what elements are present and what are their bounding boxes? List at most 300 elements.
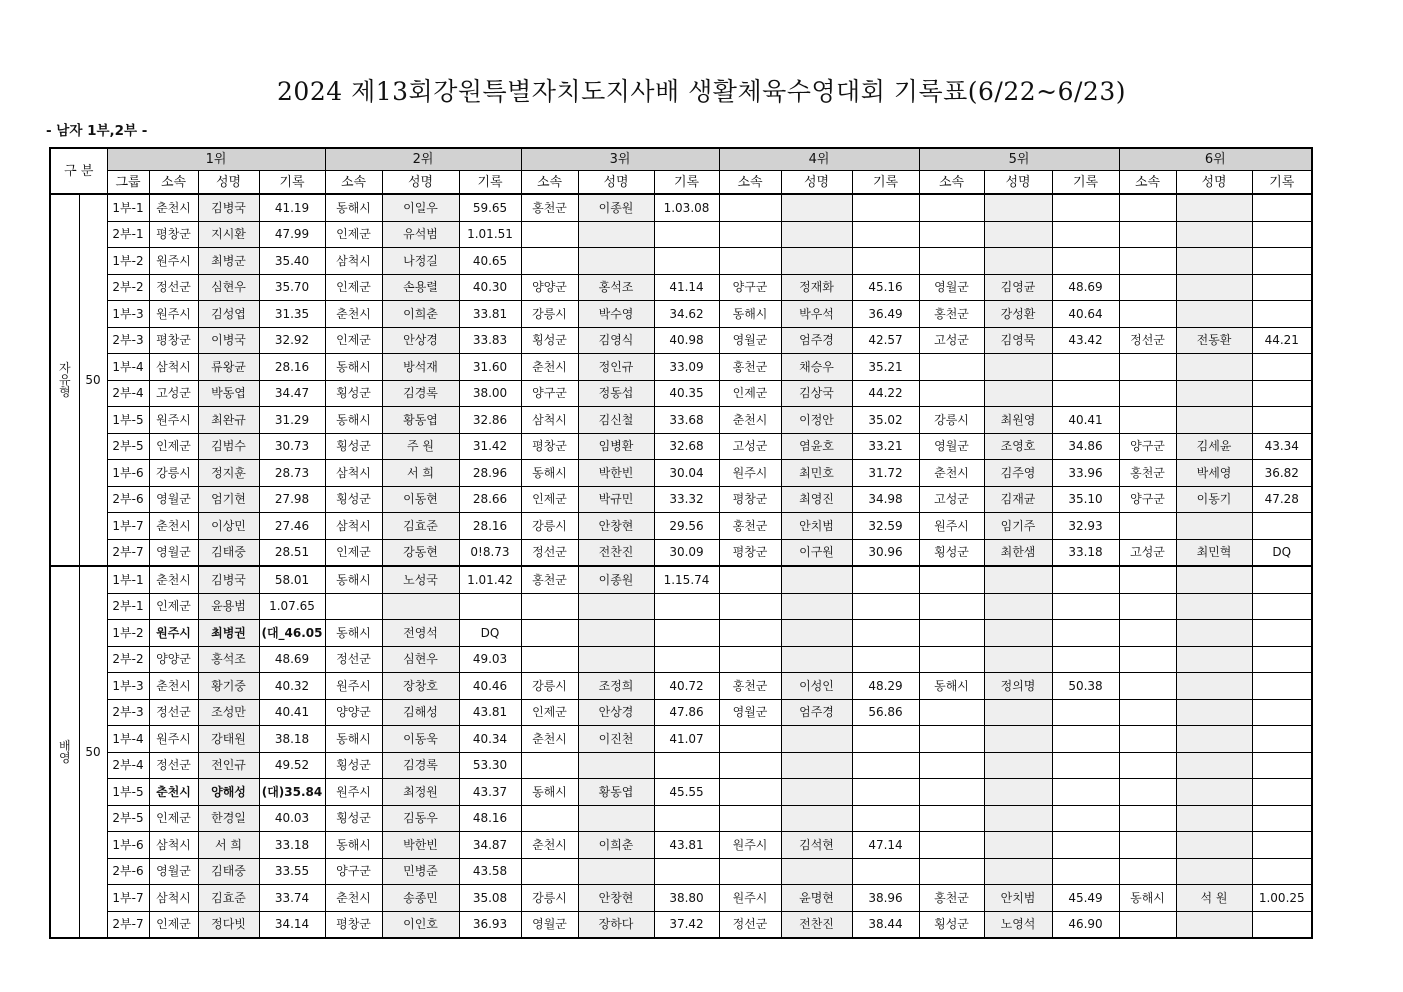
name-cell: 최병군 xyxy=(198,248,259,275)
record-cell: 1.07.65 xyxy=(259,593,325,620)
affiliation-cell: 양양군 xyxy=(521,274,578,301)
record-cell: 28.16 xyxy=(259,354,325,381)
table-row xyxy=(50,407,1312,434)
record-cell: 33.55 xyxy=(259,858,325,885)
field-header: 소속 xyxy=(521,171,578,195)
affiliation-cell xyxy=(521,248,578,275)
record-cell: 40.64 xyxy=(1052,301,1119,328)
name-cell: 이희춘 xyxy=(382,301,459,328)
name-cell: 박우석 xyxy=(781,301,852,328)
record-cell xyxy=(852,779,919,806)
name-cell: 홍석조 xyxy=(198,646,259,673)
record-cell: 36.82 xyxy=(1252,460,1312,487)
record-cell: 56.86 xyxy=(852,699,919,726)
affiliation-cell: 원주시 xyxy=(719,832,781,859)
table-row xyxy=(50,486,1312,513)
affiliation-cell xyxy=(1119,354,1176,381)
section-subtitle: - 남자 1부,2부 - xyxy=(46,123,148,139)
affiliation-cell: 동해시 xyxy=(325,194,382,221)
rank-header: 4위 xyxy=(719,148,919,171)
record-cell: 28.16 xyxy=(459,513,521,540)
record-cell: 1.01.51 xyxy=(459,221,521,248)
affiliation-cell xyxy=(1119,274,1176,301)
record-cell: 40.34 xyxy=(459,726,521,753)
name-cell: 주 원 xyxy=(382,433,459,460)
record-cell: 1.03.08 xyxy=(654,194,719,221)
group-cell: 2부-2 xyxy=(107,274,149,301)
table-row xyxy=(50,274,1312,301)
record-cell xyxy=(852,726,919,753)
record-cell: 32.92 xyxy=(259,327,325,354)
affiliation-cell: 영월군 xyxy=(149,858,198,885)
record-cell: 43.81 xyxy=(654,832,719,859)
records-table xyxy=(49,147,1313,939)
affiliation-cell: 동해시 xyxy=(521,460,578,487)
name-cell: 전찬진 xyxy=(578,539,654,566)
affiliation-cell xyxy=(919,354,984,381)
affiliation-cell xyxy=(521,646,578,673)
name-cell: 윤용범 xyxy=(198,593,259,620)
name-cell xyxy=(984,354,1052,381)
name-cell: 최한샘 xyxy=(984,539,1052,566)
name-cell: 김병국 xyxy=(198,566,259,593)
page-title: 2024 제13회강원특별자치도지사배 생활체육수영대회 기록표(6/22~6/23) xyxy=(277,77,1126,106)
record-cell xyxy=(1052,221,1119,248)
name-cell xyxy=(1176,646,1252,673)
affiliation-cell: 동해시 xyxy=(325,354,382,381)
affiliation-cell: 양양군 xyxy=(325,699,382,726)
name-cell: 윤명현 xyxy=(781,885,852,912)
name-cell xyxy=(578,805,654,832)
affiliation-cell: 원주시 xyxy=(919,513,984,540)
affiliation-cell xyxy=(919,805,984,832)
record-cell xyxy=(1052,779,1119,806)
name-cell: 김경록 xyxy=(382,380,459,407)
record-cell xyxy=(459,593,521,620)
record-cell: 34.87 xyxy=(459,832,521,859)
record-cell: 59.65 xyxy=(459,194,521,221)
record-cell: 48.16 xyxy=(459,805,521,832)
record-cell xyxy=(1052,566,1119,593)
record-cell xyxy=(654,646,719,673)
name-cell: 엄기현 xyxy=(198,486,259,513)
affiliation-cell xyxy=(1119,194,1176,221)
record-cell: 58.01 xyxy=(259,566,325,593)
affiliation-cell: 고성군 xyxy=(719,433,781,460)
name-cell xyxy=(984,620,1052,647)
affiliation-cell: 양구군 xyxy=(325,858,382,885)
name-cell: 김동우 xyxy=(382,805,459,832)
affiliation-cell xyxy=(1119,726,1176,753)
affiliation-cell: 인제군 xyxy=(325,221,382,248)
name-cell: 전찬진 xyxy=(781,911,852,938)
table-row xyxy=(50,354,1312,381)
name-cell: 정동섭 xyxy=(578,380,654,407)
name-cell: 엄주경 xyxy=(781,699,852,726)
record-cell: 46.90 xyxy=(1052,911,1119,938)
name-cell: 최병권 xyxy=(198,620,259,647)
table-row xyxy=(50,885,1312,912)
record-cell xyxy=(1052,620,1119,647)
name-cell: 이인호 xyxy=(382,911,459,938)
affiliation-cell xyxy=(719,779,781,806)
record-cell: 31.72 xyxy=(852,460,919,487)
record-cell: 31.35 xyxy=(259,301,325,328)
affiliation-cell: 인제군 xyxy=(521,486,578,513)
name-cell: 전영석 xyxy=(382,620,459,647)
record-cell: 30.04 xyxy=(654,460,719,487)
name-cell xyxy=(578,858,654,885)
name-cell: 안창현 xyxy=(578,885,654,912)
record-cell: 41.07 xyxy=(654,726,719,753)
record-cell: 43.37 xyxy=(459,779,521,806)
affiliation-cell: 춘천시 xyxy=(521,354,578,381)
name-cell: 김효준 xyxy=(382,513,459,540)
name-cell: 이동욱 xyxy=(382,726,459,753)
group-cell: 1부-5 xyxy=(107,407,149,434)
affiliation-cell: 동해시 xyxy=(719,301,781,328)
name-cell xyxy=(1176,832,1252,859)
affiliation-cell xyxy=(1119,858,1176,885)
name-cell: 서 희 xyxy=(382,460,459,487)
table-row xyxy=(50,752,1312,779)
affiliation-cell: 평창군 xyxy=(149,327,198,354)
record-cell xyxy=(654,248,719,275)
name-cell: 손용렬 xyxy=(382,274,459,301)
field-header: 성명 xyxy=(984,171,1052,195)
affiliation-cell xyxy=(719,194,781,221)
group-cell: 1부-6 xyxy=(107,460,149,487)
affiliation-cell xyxy=(719,566,781,593)
affiliation-cell: 원주시 xyxy=(149,248,198,275)
name-cell: 송종민 xyxy=(382,885,459,912)
affiliation-cell xyxy=(919,194,984,221)
name-cell xyxy=(984,566,1052,593)
affiliation-cell xyxy=(919,699,984,726)
field-header: 성명 xyxy=(781,171,852,195)
record-cell: 40.41 xyxy=(259,699,325,726)
name-cell: 전동환 xyxy=(1176,327,1252,354)
affiliation-cell: 정선군 xyxy=(719,911,781,938)
name-cell: 이동현 xyxy=(382,486,459,513)
affiliation-cell xyxy=(521,221,578,248)
affiliation-cell xyxy=(1119,620,1176,647)
record-cell: 40.41 xyxy=(1052,407,1119,434)
name-cell xyxy=(781,726,852,753)
table-row xyxy=(50,327,1312,354)
record-cell xyxy=(852,858,919,885)
record-cell: 32.86 xyxy=(459,407,521,434)
record-cell xyxy=(654,620,719,647)
affiliation-cell: 양구군 xyxy=(1119,486,1176,513)
name-cell: 안치범 xyxy=(781,513,852,540)
record-cell xyxy=(1252,779,1312,806)
rank-header: 2위 xyxy=(325,148,521,171)
name-cell xyxy=(1176,248,1252,275)
record-cell xyxy=(1252,566,1312,593)
table-row xyxy=(50,858,1312,885)
affiliation-cell: 양구군 xyxy=(521,380,578,407)
name-cell: 김영균 xyxy=(984,274,1052,301)
record-cell: 1.00.25 xyxy=(1252,885,1312,912)
affiliation-cell xyxy=(919,221,984,248)
record-cell: 38.44 xyxy=(852,911,919,938)
records-table-body xyxy=(50,148,1312,938)
record-cell: 38.18 xyxy=(259,726,325,753)
name-cell: 최영진 xyxy=(781,486,852,513)
name-cell xyxy=(578,752,654,779)
name-cell: 이종원 xyxy=(578,566,654,593)
record-cell: 35.10 xyxy=(1052,486,1119,513)
affiliation-cell: 홍천군 xyxy=(919,301,984,328)
affiliation-cell: 정선군 xyxy=(521,539,578,566)
table-row xyxy=(50,513,1312,540)
affiliation-cell: 동해시 xyxy=(325,407,382,434)
affiliation-cell: 삼척시 xyxy=(521,407,578,434)
table-row xyxy=(50,380,1312,407)
name-cell xyxy=(781,646,852,673)
record-cell: (대_46.05 xyxy=(259,620,325,647)
record-cell xyxy=(1252,513,1312,540)
table-row xyxy=(50,593,1312,620)
name-cell: 조영호 xyxy=(984,433,1052,460)
group-cell: 1부-5 xyxy=(107,779,149,806)
record-cell: 27.46 xyxy=(259,513,325,540)
affiliation-cell: 삼척시 xyxy=(325,513,382,540)
name-cell: 채승우 xyxy=(781,354,852,381)
record-cell xyxy=(1252,301,1312,328)
record-cell xyxy=(1252,593,1312,620)
name-cell xyxy=(1176,566,1252,593)
affiliation-cell: 고성군 xyxy=(919,327,984,354)
affiliation-cell: 춘천시 xyxy=(325,301,382,328)
affiliation-cell xyxy=(919,380,984,407)
affiliation-cell xyxy=(719,646,781,673)
affiliation-cell xyxy=(719,620,781,647)
record-cell: 32.68 xyxy=(654,433,719,460)
record-cell: (대)35.84 xyxy=(259,779,325,806)
table-row xyxy=(50,832,1312,859)
name-cell xyxy=(1176,726,1252,753)
name-cell xyxy=(578,620,654,647)
record-cell: 1.15.74 xyxy=(654,566,719,593)
record-cell: 34.86 xyxy=(1052,433,1119,460)
affiliation-cell xyxy=(1119,566,1176,593)
name-cell: 이성인 xyxy=(781,673,852,700)
record-cell: DQ xyxy=(459,620,521,647)
name-cell: 나정길 xyxy=(382,248,459,275)
affiliation-cell: 삼척시 xyxy=(149,832,198,859)
affiliation-cell: 양구군 xyxy=(1119,433,1176,460)
affiliation-cell xyxy=(1119,380,1176,407)
affiliation-cell: 횡성군 xyxy=(325,380,382,407)
name-cell xyxy=(984,805,1052,832)
name-cell: 양해성 xyxy=(198,779,259,806)
name-cell: 김범수 xyxy=(198,433,259,460)
name-cell xyxy=(984,593,1052,620)
affiliation-cell xyxy=(919,858,984,885)
name-cell: 석 원 xyxy=(1176,885,1252,912)
affiliation-cell xyxy=(719,858,781,885)
name-cell: 염윤호 xyxy=(781,433,852,460)
name-cell xyxy=(1176,699,1252,726)
name-cell: 김경록 xyxy=(382,752,459,779)
record-cell xyxy=(1252,726,1312,753)
name-cell xyxy=(1176,779,1252,806)
name-cell: 이일우 xyxy=(382,194,459,221)
record-cell: 43.81 xyxy=(459,699,521,726)
group-cell: 2부-5 xyxy=(107,433,149,460)
record-cell: 45.16 xyxy=(852,274,919,301)
record-cell: 30.96 xyxy=(852,539,919,566)
rank-header: 3위 xyxy=(521,148,719,171)
record-cell: 41.14 xyxy=(654,274,719,301)
table-row xyxy=(50,539,1312,566)
record-cell xyxy=(852,221,919,248)
affiliation-cell xyxy=(1119,301,1176,328)
name-cell xyxy=(1176,752,1252,779)
name-cell xyxy=(984,646,1052,673)
record-cell xyxy=(1052,832,1119,859)
name-cell: 황동엽 xyxy=(382,407,459,434)
affiliation-cell: 인제군 xyxy=(149,911,198,938)
record-cell: 49.52 xyxy=(259,752,325,779)
name-cell: 김영묵 xyxy=(984,327,1052,354)
name-cell xyxy=(984,726,1052,753)
table-row xyxy=(50,779,1312,806)
affiliation-cell: 삼척시 xyxy=(149,885,198,912)
name-cell xyxy=(578,248,654,275)
name-cell: 김영식 xyxy=(578,327,654,354)
affiliation-cell: 양양군 xyxy=(149,646,198,673)
rank-header: 1위 xyxy=(107,148,325,171)
name-cell xyxy=(984,779,1052,806)
field-header: 성명 xyxy=(578,171,654,195)
record-cell: 48.69 xyxy=(1052,274,1119,301)
record-cell xyxy=(1252,248,1312,275)
name-cell xyxy=(578,646,654,673)
name-cell: 김상국 xyxy=(781,380,852,407)
affiliation-cell xyxy=(521,805,578,832)
table-row xyxy=(50,194,1312,221)
group-cell: 2부-6 xyxy=(107,858,149,885)
name-cell xyxy=(1176,513,1252,540)
affiliation-cell xyxy=(521,620,578,647)
field-header: 기록 xyxy=(459,171,521,195)
record-cell: 40.32 xyxy=(259,673,325,700)
record-cell: 40.03 xyxy=(259,805,325,832)
name-cell: 이희춘 xyxy=(578,832,654,859)
record-cell xyxy=(1052,858,1119,885)
affiliation-cell xyxy=(1119,593,1176,620)
record-cell: 35.70 xyxy=(259,274,325,301)
record-cell: 40.30 xyxy=(459,274,521,301)
table-row xyxy=(50,726,1312,753)
name-cell xyxy=(984,699,1052,726)
affiliation-cell: 영월군 xyxy=(919,433,984,460)
record-cell: 33.32 xyxy=(654,486,719,513)
name-cell: 류왕균 xyxy=(198,354,259,381)
group-cell: 2부-3 xyxy=(107,699,149,726)
record-cell xyxy=(1252,221,1312,248)
affiliation-cell xyxy=(719,248,781,275)
group-cell: 1부-4 xyxy=(107,354,149,381)
record-cell xyxy=(1252,274,1312,301)
record-cell xyxy=(1252,646,1312,673)
affiliation-cell: 평창군 xyxy=(325,911,382,938)
affiliation-cell: 홍천군 xyxy=(719,354,781,381)
name-cell: 최완규 xyxy=(198,407,259,434)
affiliation-cell: 강릉시 xyxy=(919,407,984,434)
table-row xyxy=(50,433,1312,460)
affiliation-cell: 원주시 xyxy=(149,301,198,328)
name-cell: 조성만 xyxy=(198,699,259,726)
record-cell xyxy=(1252,380,1312,407)
record-cell xyxy=(1052,699,1119,726)
name-cell: 김해성 xyxy=(382,699,459,726)
name-cell xyxy=(984,380,1052,407)
record-cell: 53.30 xyxy=(459,752,521,779)
affiliation-cell: 영월군 xyxy=(719,327,781,354)
name-cell: 강성환 xyxy=(984,301,1052,328)
record-cell: 47.86 xyxy=(654,699,719,726)
record-cell: 0!8.73 xyxy=(459,539,521,566)
name-cell: 김효준 xyxy=(198,885,259,912)
record-cell xyxy=(1252,354,1312,381)
affiliation-cell: 평창군 xyxy=(149,221,198,248)
record-cell xyxy=(654,858,719,885)
affiliation-cell: 원주시 xyxy=(325,673,382,700)
affiliation-cell: 홍천군 xyxy=(521,194,578,221)
name-cell: 안상경 xyxy=(382,327,459,354)
name-cell: 김태중 xyxy=(198,858,259,885)
affiliation-cell: 인제군 xyxy=(149,433,198,460)
record-cell: 35.08 xyxy=(459,885,521,912)
record-cell xyxy=(1252,752,1312,779)
field-header: 성명 xyxy=(198,171,259,195)
name-cell: 서 희 xyxy=(198,832,259,859)
name-cell xyxy=(984,858,1052,885)
name-cell: 이진천 xyxy=(578,726,654,753)
record-cell: 43.42 xyxy=(1052,327,1119,354)
name-cell: 박동엽 xyxy=(198,380,259,407)
record-cell: 35.02 xyxy=(852,407,919,434)
field-header: 기록 xyxy=(1052,171,1119,195)
table-row xyxy=(50,620,1312,647)
name-cell: 이종원 xyxy=(578,194,654,221)
name-cell xyxy=(1176,380,1252,407)
affiliation-cell: 춘천시 xyxy=(149,779,198,806)
record-cell: 35.21 xyxy=(852,354,919,381)
affiliation-cell xyxy=(919,646,984,673)
record-cell xyxy=(1252,699,1312,726)
name-cell: 이상민 xyxy=(198,513,259,540)
affiliation-cell: 원주시 xyxy=(325,779,382,806)
name-cell: 이동기 xyxy=(1176,486,1252,513)
name-cell: 노성국 xyxy=(382,566,459,593)
record-cell: 31.42 xyxy=(459,433,521,460)
record-cell: 28.73 xyxy=(259,460,325,487)
record-cell xyxy=(1252,673,1312,700)
affiliation-cell: 삼척시 xyxy=(325,460,382,487)
record-cell: 48.69 xyxy=(259,646,325,673)
affiliation-cell xyxy=(919,593,984,620)
name-cell: 민병준 xyxy=(382,858,459,885)
record-cell: 33.68 xyxy=(654,407,719,434)
table-row xyxy=(50,646,1312,673)
affiliation-cell: 강릉시 xyxy=(521,885,578,912)
affiliation-cell: 횡성군 xyxy=(521,327,578,354)
